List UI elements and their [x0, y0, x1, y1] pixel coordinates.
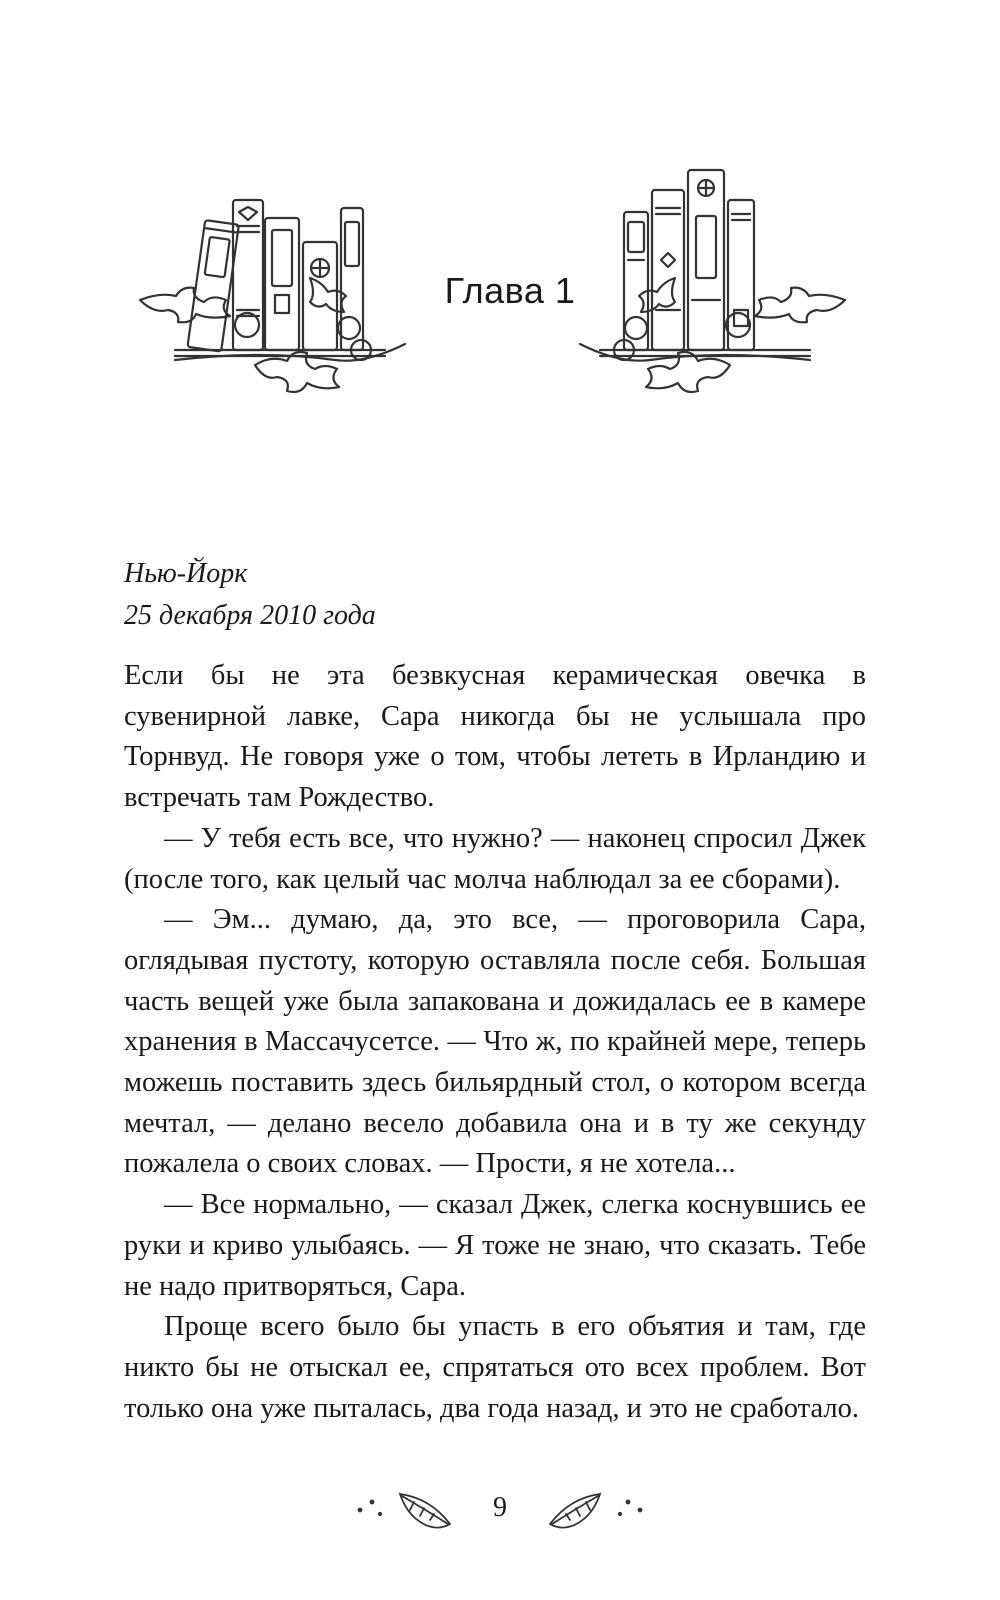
books-holly-ornament-right-icon — [560, 160, 850, 410]
paragraph-5: Проще всего было бы упасть в его объятия и там, где никто бы не отыскал ее, спрятаться ото всех проблем. Вот только она уже пыталась, два года назад, и это не сработало. — [124, 1311, 866, 1424]
dateline — [124, 553, 376, 637]
chapter-header — [0, 160, 1000, 420]
chapter-body — [124, 656, 866, 1429]
paragraph-4: — Все нормально, — сказал Джек, слегка коснувшись ее руки и криво улыбаясь. — Я тоже не знаю, что сказать. Тебе не надо притворяться, Сара. — [124, 1189, 866, 1302]
paragraph-1: Если бы не эта безвкусная керамическая овечка в сувенирной лавке, Сара никогда бы не услышала про Торнвуд. Не говоря уже о том, чтобы лететь в Ирландию и встречать там Рождество. — [124, 660, 866, 814]
books-holly-ornament-left-icon — [135, 160, 425, 410]
dateline-place: Нью-Йорк — [124, 558, 248, 589]
paragraph-2: — У тебя есть все, что нужно? — наконец спросил Джек (после того, как целый час молча наблюдал за ее сборами). — [124, 822, 866, 895]
dateline-date: 25 декабря 2010 года — [124, 600, 376, 631]
feather-left-icon — [350, 1480, 470, 1540]
paragraph-3: — Эм... думаю, да, это все, — проговорила Сара, оглядывая пустоту, которую оставляла после себя. Большая часть вещей уже была запакована и дожидалась ее в камере хранения в Массачусетсе. — Что ж, по крайней мере, теперь можешь поставить здесь бильярдный стол, о котором всегда мечтал, — делано весело добавила она и в ту же секунду пожалела о своих словах. — Прости, я не хотела... — [124, 904, 866, 1180]
page-number: 9 — [493, 1492, 507, 1523]
chapter-title: Глава 1 — [444, 270, 576, 311]
page-footer — [0, 1480, 1000, 1550]
feather-right-icon — [530, 1480, 650, 1540]
